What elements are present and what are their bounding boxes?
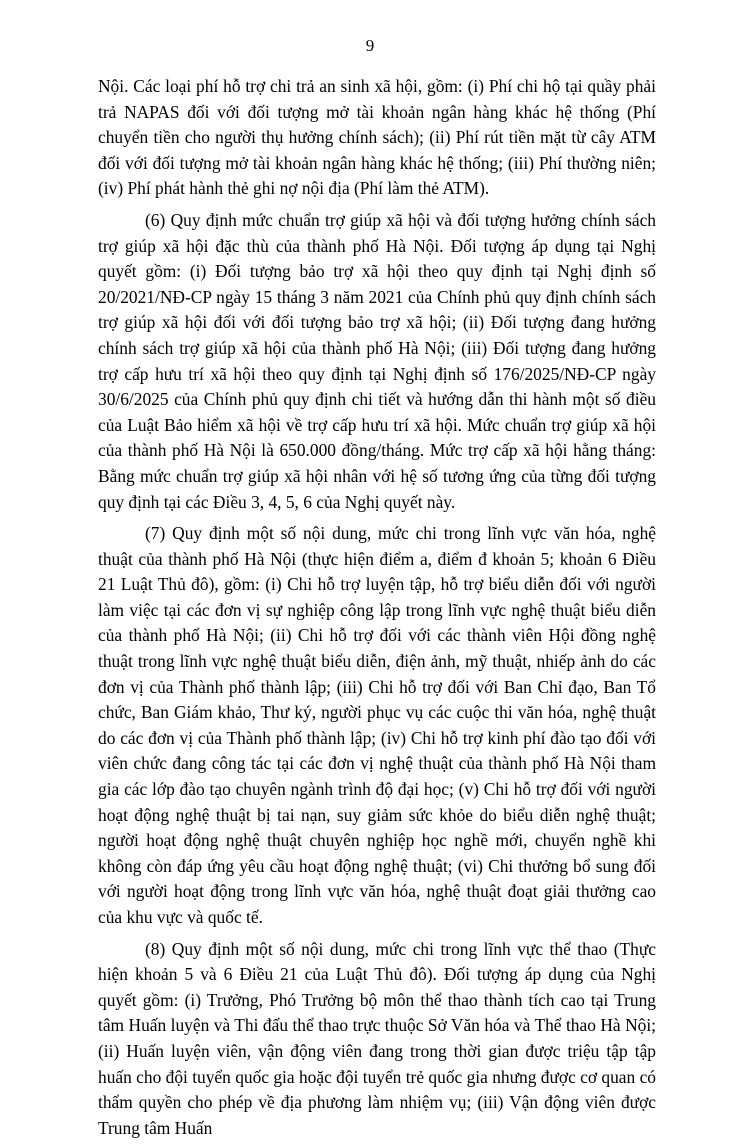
paragraph-continuation: Nội. Các loại phí hỗ trợ chi trả an sinh xã hội, gồm: (i) Phí chi hộ tại quầy phải trả NAPAS đối với đối tượng mở tài khoản ngân hàng khác hệ thống (Phí chuyển tiền cho người thụ hưởng chính sách); (ii) Phí rút tiền mặt từ cây ATM đối với đối tượng mở tài khoản ngân hàng khác hệ thống; (iii) Phí thường niên; (iv) Phí phát hành thẻ ghi nợ nội địa (Phí làm thẻ ATM). xyxy=(98,76,656,199)
paragraph-item-8: (8) Quy định một số nội dung, mức chi trong lĩnh vực thể thao (Thực hiện khoản 5 và 6 Điều 21 của Luật Thủ đô). Đối tượng áp dụng của Nghị quyết gồm: (i) Trưởng, Phó Trưởng bộ môn thể thao thành tích cao tại Trung tâm Huấn luyện và Thi đấu thể thao trực thuộc Sở Văn hóa và Thể thao Hà Nội; (ii) Huấn luyện viên, vận động viên đang trong thời gian được triệu tập tập huấn cho đội tuyển quốc gia hoặc đội tuyển trẻ quốc gia nhưng được cơ quan có thẩm quyền cho phép về địa phương làm nhiệm vụ; (iii) Vận động viên được Trung tâm Huấn xyxy=(98,938,656,1138)
paragraph-item-7: (7) Quy định một số nội dung, mức chi trong lĩnh vực văn hóa, nghệ thuật của thành phố Hà Nội (thực hiện điểm a, điểm đ khoản 5; khoản 6 Điều 21 Luật Thủ đô), gồm: (i) Chi hỗ trợ luyện tập, hỗ trợ biểu diễn đối với người làm việc tại các đơn vị sự nghiệp công lập trong lĩnh vực nghệ thuật biểu diễn của thành phố Hà Nội; (ii) Chi hỗ trợ đối với các thành viên Hội đồng nghệ thuật trong lĩnh vực nghệ thuật biểu diễn, điện ảnh, mỹ thuật, nhiếp ảnh do các đơn vị của Thành phố thành lập; (iii) Chi hỗ trợ đối với Ban Chỉ đạo, Ban Tổ chức, Ban Giám khảo, Thư ký, người phục vụ các cuộc thi văn hóa, nghệ thuật do các đơn vị của Thành phố thành lập; (iv) Chi hỗ trợ kinh phí đào tạo đối với viên chức đang công tác tại các đơn vị nghệ thuật của thành phố Hà Nội tham gia các lớp đào tạo chuyên ngành trình độ đại học; (v) Chi hỗ trợ đối với người hoạt động nghệ thuật bị tai nạn, suy giảm sức khỏe do biểu diễn nghệ thuật; người hoạt động nghệ thuật chuyên nghiệp học nghề mới, chuyển nghề khi không còn đáp ứng yêu cầu hoạt động nghệ thuật; (vi) Chi thưởng bổ sung đối với người hoạt động trong lĩnh vực văn hóa, nghệ thuật đoạt giải thưởng cao của khu vực và quốc tế. xyxy=(98,523,656,927)
page-number: 9 xyxy=(365,36,375,55)
paragraph-item-6: (6) Quy định mức chuẩn trợ giúp xã hội và đối tượng hưởng chính sách trợ giúp xã hội đặc thù của thành phố Hà Nội. Đối tượng áp dụng tại Nghị quyết gồm: (i) Đối tượng bảo trợ xã hội theo quy định tại Nghị định số 20/2021/NĐ-CP ngày 15 tháng 3 năm 2021 của Chính phủ quy định chính sách trợ giúp xã hội đối với đối tượng bảo trợ xã hội; (ii) Đối tượng đang hưởng chính sách trợ giúp xã hội của thành phố Hà Nội; (iii) Đối tượng đang hưởng trợ cấp hưu trí xã hội theo quy định tại Nghị định số 176/2025/NĐ-CP ngày 30/6/2025 của Chính phủ quy định chi tiết và hướng dẫn thi hành một số điều của Luật Bảo hiểm xã hội về trợ cấp hưu trí xã hội. Mức chuẩn trợ giúp xã hội của thành phố Hà Nội là 650.000 đồng/tháng. Mức trợ cấp xã hội hằng tháng: Bằng mức chuẩn trợ giúp xã hội nhân với hệ số tương ứng của từng đối tượng quy định tại các Điều 3, 4, 5, 6 của Nghị quyết này. xyxy=(98,209,656,512)
document-body xyxy=(98,74,656,1147)
